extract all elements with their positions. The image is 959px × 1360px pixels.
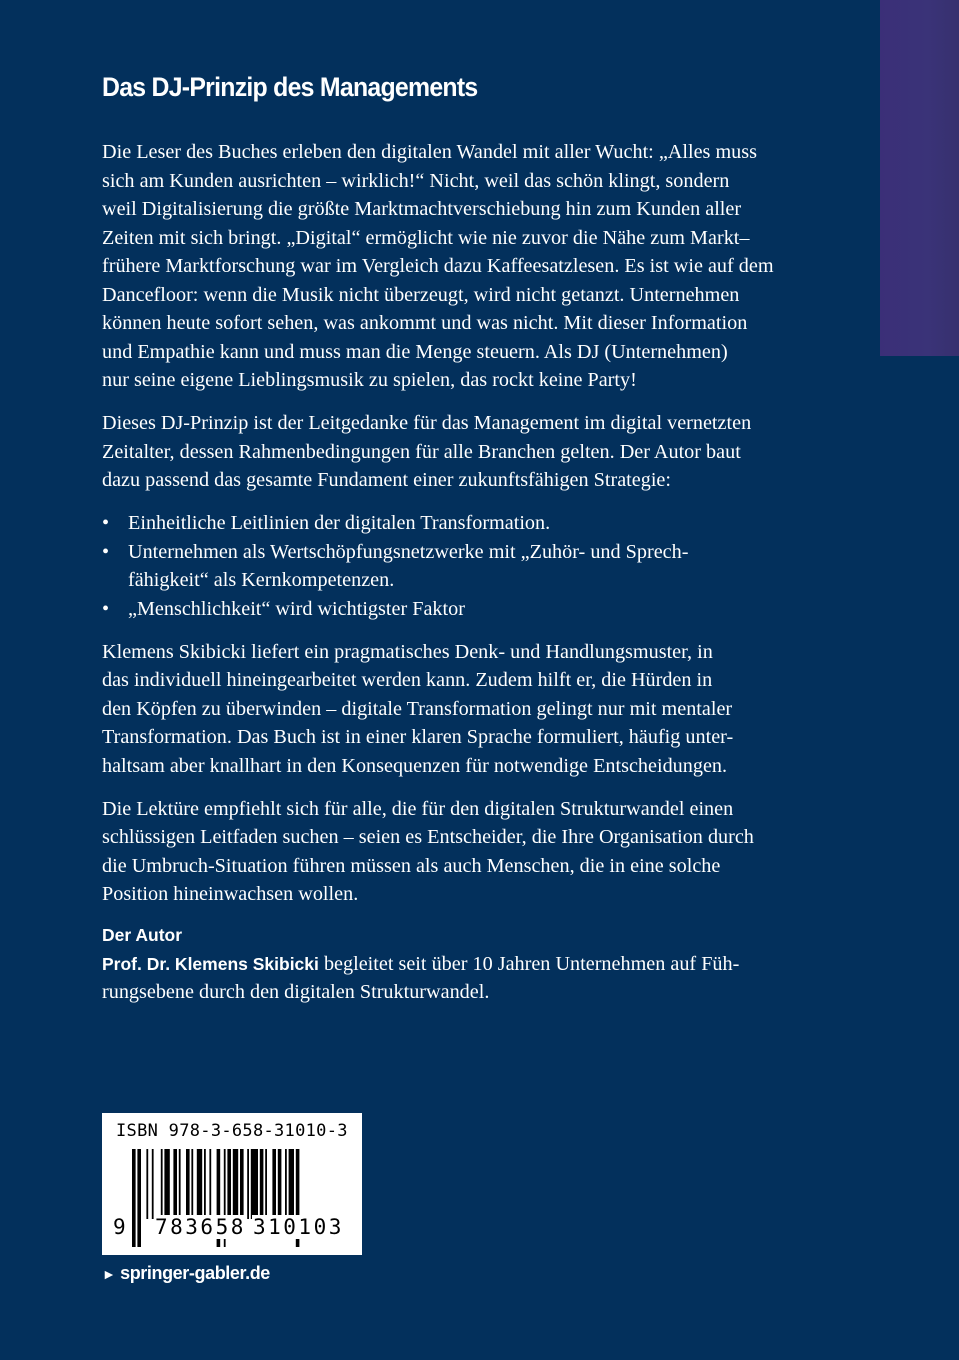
text-line: und Empathie kann und muss man die Menge steuern. Als DJ (Unternehmen): [102, 340, 728, 363]
text-line: • Unternehmen als Wertschöpfungsnetzwerke mit „Zuhör- und Sprech-: [128, 540, 689, 563]
bullet-list: [102, 509, 822, 623]
text-line: fähigkeit“ als Kernkompetenzen.: [128, 569, 395, 591]
barcode-bar: [132, 1149, 136, 1247]
isbn-text: ISBN 978-3-658-31010-3: [116, 1121, 348, 1141]
author-heading: Der Autor: [102, 925, 183, 945]
barcode-bar: [247, 1149, 249, 1219]
text-line: nur seine eigene Lieblingsmusik zu spielen, das rockt keine Party!: [102, 369, 637, 391]
barcode-digit-first: 9: [113, 1215, 126, 1239]
text-line: Dancefloor: wenn die Musik nicht überzeugt, wird nicht getanzt. Unternehmen: [102, 283, 740, 306]
barcode-bar: [260, 1149, 264, 1219]
text-line: Die Lektüre empfiehlt sich für alle, die für den digitalen Strukturwandel einen: [102, 797, 734, 820]
barcode-bar: [146, 1149, 148, 1219]
barcode-bar: [278, 1149, 282, 1219]
barcode-bar: [137, 1149, 141, 1247]
text-line: Zeiten mit sich bringt. „Digital“ ermöglicht wie nie zuvor die Nähe zum Markt–: [102, 226, 750, 249]
barcode-bar: [289, 1149, 294, 1219]
text-line: können heute sofort sehen, was ankommt und was nicht. Mit dieser Information: [102, 312, 748, 334]
barcode-bar: [186, 1149, 190, 1219]
barcode-bar: [209, 1149, 211, 1219]
bullet-item: [102, 538, 822, 595]
text-line: Die Leser des Buches erleben den digitalen Wandel mit aller Wucht: „Alles muss: [102, 141, 757, 163]
barcode-bar: [272, 1149, 276, 1219]
barcode-bar: [233, 1149, 238, 1219]
barcode-bar: [173, 1149, 177, 1219]
barcode-bar: [240, 1149, 244, 1219]
text-line: Klemens Skibicki liefert ein pragmatisches Denk- und Handlungsmuster, in: [102, 640, 713, 663]
barcode-bar: [265, 1149, 267, 1219]
text-line: das individuell hineingearbeitet werden kann. Zudem hilft er, die Hürden in: [102, 669, 713, 691]
text-line: • „Menschlichkeit“ wird wichtigster Faktor: [128, 597, 465, 620]
barcode-bar: [152, 1149, 154, 1219]
text-line: Position hineinwachsen wollen.: [102, 883, 359, 905]
barcode-bar: [191, 1149, 193, 1219]
author-name: Prof. Dr. Klemens Skibicki: [102, 953, 319, 974]
barcode-bar: [161, 1149, 163, 1219]
text-line: haltsam aber knallhart in den Konsequenzen für notwendige Entscheidungen.: [102, 754, 728, 777]
barcode-bar: [164, 1149, 169, 1219]
text-line: sich am Kunden ausrichten – wirklich!“ Nicht, weil das schön klingt, sondern: [102, 169, 730, 192]
bullet-item: [102, 509, 822, 538]
author-bio: begleitet seit über 10 Jahren Unternehmen auf Füh-: [318, 952, 740, 975]
text-line: Zeitalter, dessen Rahmenbedingungen für alle Branchen gelten. Der Autor baut: [102, 440, 741, 463]
barcode-bar: [227, 1149, 231, 1219]
author-bio-line: rungsebene durch den digitalen Strukturwandel.: [102, 981, 490, 1003]
text-line: Dieses DJ-Prinzip ist der Leitgedanke für das Management im digital vernetzten: [102, 412, 752, 434]
paragraph: [102, 138, 822, 395]
paragraph: [102, 409, 822, 495]
barcode-bar: [179, 1149, 181, 1219]
arrow-right-icon: ►: [102, 1266, 116, 1282]
text-line: Transformation. Das Buch ist in einer klaren Sprache formuliert, häufig unter-: [102, 726, 734, 748]
spine-color-panel: [880, 0, 959, 356]
paragraph: [102, 638, 822, 781]
text-line: schlüssigen Leitfaden suchen – seien es Entscheider, die Ihre Organisation durch: [102, 826, 754, 848]
text-line: weil Digitalisierung die größte Marktmachtverschiebung hin zum Kunden aller: [102, 198, 742, 220]
barcode-digits-left: 783658: [155, 1215, 246, 1239]
text-line: den Köpfen zu überwinden – digitale Transformation gelingt nur mit mentaler: [102, 697, 733, 720]
barcode-bar: [197, 1149, 202, 1219]
author-section: [102, 921, 822, 1007]
publisher-link-text: springer-gabler.de: [120, 1263, 270, 1283]
text-line: dazu passend das gesamte Fundament einer zukunftsfähigen Strategie:: [102, 469, 671, 491]
publisher-link[interactable]: [102, 1263, 270, 1284]
paragraph: [102, 795, 822, 909]
barcode-digits-right: 310103: [253, 1215, 344, 1239]
text-line: die Umbruch-Situation führen müssen als auch Menschen, die in eine solche: [102, 854, 721, 877]
barcode-bar: [204, 1149, 206, 1219]
bullet-item: [102, 595, 822, 624]
barcode-bar: [251, 1149, 258, 1219]
page-title: Das DJ-Prinzip des Managements: [102, 72, 478, 102]
description: [102, 138, 822, 1007]
isbn-barcode: [102, 1113, 362, 1255]
text-line: frühere Marktforschung war im Vergleich dazu Kaffeesatzlesen. Es ist wie auf dem: [102, 255, 774, 277]
text-line: • Einheitliche Leitlinien der digitalen Transformation.: [128, 512, 551, 534]
barcode-bar: [285, 1149, 287, 1219]
